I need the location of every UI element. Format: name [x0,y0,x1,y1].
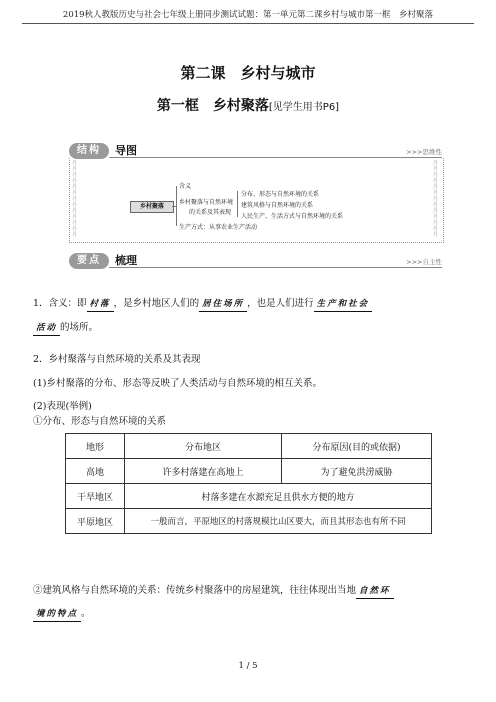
keypoints-pill: 要点 [69,253,109,269]
table-row [66,459,432,484]
answer-blank: 居住场所 [199,297,247,312]
definition-mid1: ，是乡村地区人们的 [113,298,200,309]
definition-pre: 1．含义：即 [33,298,87,309]
structure-label: 导图 [115,144,137,157]
answer-blank: 活动 [33,321,60,336]
architecture-pre: ②建筑风格与自然环境的关系：传统乡村聚落中的房屋建筑，往往体现出当地 [33,585,357,596]
header-divider [22,23,474,24]
table-cell: 为了避免洪涝威胁 [282,459,432,484]
structure-tag: >>>思维性 [406,148,442,156]
answer-blank: 村落 [87,297,114,312]
table-cell: 村落多建在水源充足且供水方便的地方 [125,484,432,509]
definition-post: 的场所。 [60,322,99,333]
mindmap-branch-relation-a: 乡村聚落与自然环境 [179,199,234,206]
table-header: 分布原因(目的或依据) [282,434,432,459]
answer-blank: 自然环 [356,584,394,599]
answer-blank: 生产和社会 [314,297,373,312]
table-cell: 平原地区 [66,509,125,534]
keypoints-banner [69,253,442,269]
architecture-line-2 [33,607,91,622]
structure-banner [69,143,442,159]
architecture-post: 。 [81,608,91,619]
section-ref: [见学生用书P6] [268,102,340,113]
section-title [0,95,496,115]
right-decoration: 丹 丹 丹 丹 丹 丹 丹 丹 丹 丹 丹 丹 丹 [433,160,439,238]
mindmap-branch-meaning: 含义 [179,183,192,190]
page-number: 1 / 5 [238,661,258,671]
mindmap-branch-production: 生产方式：从事农业生产活动 [179,224,258,231]
connector [237,191,238,217]
connector [176,186,177,226]
section-title-text: 第一框 乡村聚落 [156,98,269,114]
page-header: 2019秋人教版历史与社会七年级上册同步测试试题：第一单元第二课乡村与城市第一框 乡村聚落 [62,10,434,20]
table-header: 地形 [66,434,125,459]
table-row [66,484,432,509]
answer-blank: 境的特点 [33,607,81,622]
table-cell: 干旱地区 [66,484,125,509]
heading-relation: 2．乡村聚落与自然环境的关系及其表现 [33,354,201,365]
mindmap-sub-lifestyle: 人民生产、生活方式与自然环境的关系 [241,213,344,220]
table-cell: 高地 [66,459,125,484]
table-header-row [66,434,432,459]
table-cell: 一般而言，平原地区的村落规模比山区要大，而且其形态也有所不同 [125,509,432,534]
definition-line-1 [33,297,372,312]
mindmap-sub-architecture: 建筑风格与自然环境的关系 [241,202,314,209]
structure-pill: 结构 [69,143,109,159]
mindmap-root: 乡村聚落 [130,201,174,213]
paragraph-examples: (2)表现(举例) [33,401,92,412]
definition-mid2: ，也是人们进行 [247,298,314,309]
lesson-title: 第二课 乡村与城市 [180,64,316,82]
table-header: 分布地区 [125,434,282,459]
table-cell: 许多村落建在高地上 [125,459,282,484]
mindmap-branch-relation-b: 的关系及其表现 [189,209,232,216]
table-row [66,509,432,534]
mindmap-sub-distribution: 分布、形态与自然环境的关系 [241,191,320,198]
keypoints-tag: >>>自主性 [406,258,442,266]
left-decoration: 丹 丹 丹 丹 丹 丹 丹 丹 丹 丹 丹 丹 丹 [72,160,78,238]
banner-line [109,267,442,268]
paragraph-distribution: ①分布、形态与自然环境的关系 [33,416,167,427]
definition-line-2 [33,321,98,336]
relation-table [65,433,432,534]
keypoints-label: 梳理 [115,254,137,267]
architecture-line-1 [33,584,394,599]
paragraph-relation: (1)乡村聚落的分布、形态等反映了人类活动与自然环境的相互关系。 [33,378,322,389]
